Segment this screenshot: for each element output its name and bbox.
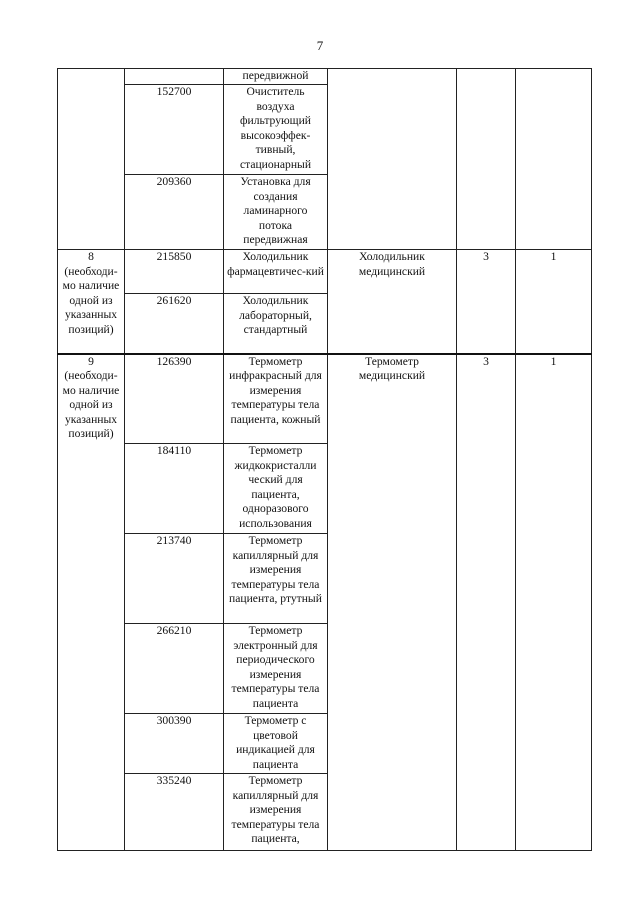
table-row bbox=[58, 250, 592, 294]
table-row bbox=[58, 354, 592, 444]
count-cell bbox=[516, 69, 592, 250]
position-note: (необходи-мо наличие одной из указанных позиций) bbox=[62, 264, 120, 336]
code-cell: 215850 bbox=[125, 250, 224, 294]
quantity-cell: 3 bbox=[457, 354, 516, 851]
name-cell: Установка для создания ламинарного потока передвижная bbox=[224, 175, 328, 250]
equipment-cell: Холодильник медицинский bbox=[328, 250, 457, 354]
name-cell: Термометр с цветовой индикацией для пациента bbox=[224, 714, 328, 774]
code-cell: 209360 bbox=[125, 175, 224, 250]
table-row bbox=[58, 69, 592, 85]
equipment-cell: Термометр медицинский bbox=[328, 354, 457, 851]
position-note: (необходи-мо наличие одной из указанных позиций) bbox=[62, 369, 120, 441]
code-cell: 126390 bbox=[125, 354, 224, 444]
name-cell: Холодильник фармацевтичес-кий bbox=[224, 250, 328, 294]
quantity-cell bbox=[457, 69, 516, 250]
name-cell: Очиститель воздуха фильтрующий высокоэффек-тивный, стационарный bbox=[224, 85, 328, 175]
code-cell: 300390 bbox=[125, 714, 224, 774]
code-cell bbox=[125, 69, 224, 85]
code-cell: 266210 bbox=[125, 624, 224, 714]
name-cell: Термометр капиллярный для измерения температуры тела пациента, bbox=[224, 774, 328, 851]
name-cell: Термометр инфракрасный для измерения температуры тела пациента, кожный bbox=[224, 354, 328, 444]
count-cell: 1 bbox=[516, 250, 592, 354]
name-cell: Холодильник лабораторный, стандартный bbox=[224, 294, 328, 354]
quantity-cell: 3 bbox=[457, 250, 516, 354]
position-cell bbox=[58, 354, 125, 851]
code-cell: 213740 bbox=[125, 534, 224, 624]
name-cell: Термометр электронный для периодического измерения температуры тела пациента bbox=[224, 624, 328, 714]
equipment-table bbox=[57, 68, 592, 851]
position-number: 9 bbox=[88, 354, 94, 368]
code-cell: 261620 bbox=[125, 294, 224, 354]
code-cell: 152700 bbox=[125, 85, 224, 175]
code-cell: 335240 bbox=[125, 774, 224, 851]
page-number: 7 bbox=[316, 38, 324, 53]
name-cell: передвижной bbox=[224, 69, 328, 85]
name-cell: Термометр капиллярный для измерения температуры тела пациента, ртутный bbox=[224, 534, 328, 624]
name-cell: Термометр жидкокристалли ческий для пациента, одноразового использования bbox=[224, 444, 328, 534]
equipment-cell bbox=[328, 69, 457, 250]
count-cell: 1 bbox=[516, 354, 592, 851]
position-cell bbox=[58, 250, 125, 354]
position-cell bbox=[58, 69, 125, 250]
code-cell: 184110 bbox=[125, 444, 224, 534]
position-number: 8 bbox=[88, 250, 94, 263]
